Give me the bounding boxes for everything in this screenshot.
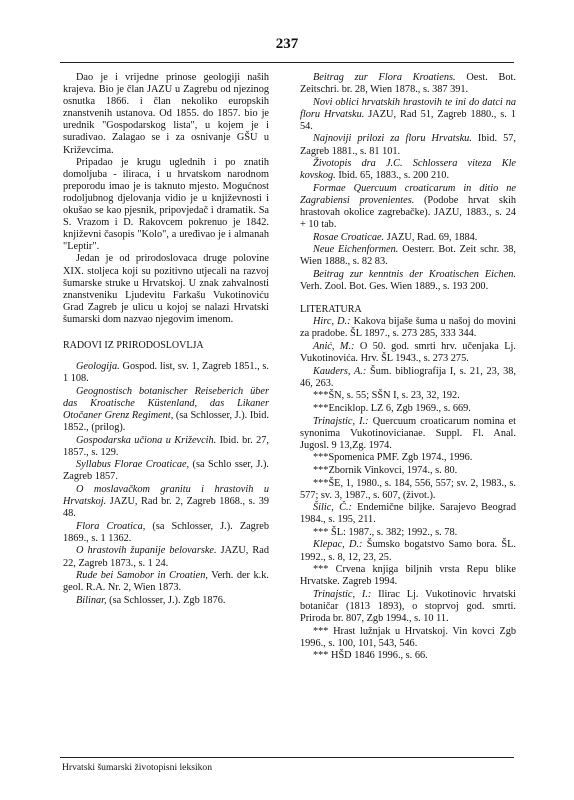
bio-paragraph: Dao je i vrijedne prinose geologiji naših krajeva. Bio je član JAZU u Zagrebu od njezinog osnutka 1866. i član nekoliko europskih znanstvenih ustanova. Od 1855. do 1857. bio je urednik "Gospodarskog lista", u kojem je i suradivao. Zalagao se i za osnivanje GŠU u Križevcima. xyxy=(63,72,269,156)
literature-entry xyxy=(300,341,516,365)
literature-entry xyxy=(300,539,516,563)
work-entry xyxy=(63,435,269,459)
entry-details: ***ŠE, 1, 1980., s. 184, 556, 557; sv. 2, 1983., s. 577; sv. 3, 1987., s. 607, (život.). xyxy=(300,477,516,501)
footer-rule xyxy=(60,757,514,758)
entry-title: Životopis dra J.C. Schlossera viteza Kle kovskog. xyxy=(300,158,516,182)
literature-list xyxy=(300,316,516,662)
entry-details: JAZU, Rad 22, Zagreb 1873., s. 1 24. xyxy=(63,545,269,569)
entry-details: Ibid. 65, 1883., s. 200 210. xyxy=(335,170,450,182)
entry-title: O moslavačkom granitu i hrastovih u Hrvatskoj. xyxy=(63,484,269,508)
entry-details: Kakova bijaše šuma u našoj do movini za pradobe. ŠL 1897., s. 273 285, 333 344. xyxy=(300,316,516,340)
page-footer: Hrvatski šumarski životopisni leksikon xyxy=(62,762,213,773)
entry-title: Beitrag zur Flora Kroatiens. xyxy=(313,72,456,83)
entry-title: Gospodarska učiona u Križevcih. xyxy=(76,434,217,446)
entry-title: Rosae Croaticae. xyxy=(313,231,385,243)
literature-entry xyxy=(300,478,516,502)
work-entry xyxy=(63,386,269,434)
entry-title: Beitrag zur kenntnis der Kroatischen Eichen. xyxy=(313,269,516,280)
literature-entry xyxy=(300,564,516,588)
entry-details: (sa Schlosser, J.). Zagreb 1869., s. 1 1362. xyxy=(63,520,269,544)
entry-details: O 50. god. smrti hrv. učenjaka Lj. Vukotinovića. Hrv. ŠL 1943., s. 273 275. xyxy=(300,340,516,365)
work-entry xyxy=(300,232,516,244)
entry-details: Šum. bibliografija I, s. 21, 23, 38, 46, 263. xyxy=(300,365,516,389)
entry-title: Anić, M.: xyxy=(313,340,355,352)
entry-details: *** HŠD 1846 1996., s. 66. xyxy=(313,650,428,662)
entry-details: Verh. Zool. Bot. Ges. Wien 1889., s. 193 200. xyxy=(300,281,489,293)
work-entry xyxy=(300,183,516,231)
entry-title: Trinajstic, I.: xyxy=(313,415,369,427)
work-entry xyxy=(300,269,516,293)
entry-title: Trinajstic, I.: xyxy=(313,588,372,600)
entry-details: Quercuum croaticarum nomina et synonima Vukotinovicianae. Suppl. Fl. Anal. Jugosl. 9 13,Zg. 1974. xyxy=(300,415,516,451)
works-list-continued xyxy=(300,72,516,293)
left-column xyxy=(63,72,269,607)
right-column xyxy=(300,72,516,663)
entry-details: ***Spomenica PMF. Zgb 1974., 1996. xyxy=(313,452,473,464)
entry-details: JAZU, Rad br. 2, Zagreb 1868., s. 39 48. xyxy=(63,496,269,520)
entry-details: (sa Schlo sser, J.). Zagreb 1857. xyxy=(63,459,269,483)
entry-details: Endemične biljke. Sarajevo Beograd 1984., s. 195, 211. xyxy=(300,502,516,526)
entry-title: Flora Croatica, xyxy=(76,520,146,532)
entry-details: JAZU, Rad 51, Zagreb 1880., s. 1 54. xyxy=(300,108,516,132)
literature-entry xyxy=(300,390,516,402)
work-entry xyxy=(63,521,269,545)
work-entry xyxy=(63,459,269,483)
literature-entry xyxy=(300,626,516,650)
entry-title: Geognostisch botanischer Reiseberich über das Kroatische Küstenland, das Likaner Otočaner Grenz Regiment, xyxy=(63,385,269,421)
entry-details: JAZU, Rad. 69, 1884. xyxy=(384,231,478,243)
work-entry xyxy=(300,158,516,182)
entry-details: (Podobe hrvat skih hrastovah okolice zagrebačke). JAZU, 1883., s. 24 + 10 tab. xyxy=(300,194,516,231)
entry-title: Geologija. xyxy=(76,361,120,373)
entry-title: Klepac, D.: xyxy=(313,539,363,551)
entry-title: Bilinar, xyxy=(76,594,107,606)
entry-details: Oesterr. Bot. Zeit schr. 38, Wien 1888., s. 82 83. xyxy=(300,244,516,268)
entry-details: *** Crvena knjiga biljnih vrsta Repu blike Hrvatske. Zagreb 1994. xyxy=(300,564,516,588)
entry-details: ***ŠN, s. 55; SŠN I, s. 23, 32, 192. xyxy=(313,390,460,402)
literature-entry xyxy=(300,366,516,390)
literature-entry xyxy=(300,416,516,452)
work-entry xyxy=(300,72,516,96)
works-list xyxy=(63,361,269,607)
entry-title: Rude bei Samobor in Croatien, xyxy=(76,570,208,582)
entry-details: Ibid. 57, Zagreb 1881., s. 81 101. xyxy=(300,133,516,157)
literature-heading: LITERATURA xyxy=(300,304,362,316)
work-entry xyxy=(300,244,516,268)
entry-details: *** ŠL: 1987., s. 382; 1992., s. 78. xyxy=(313,526,458,538)
header-rule xyxy=(60,62,514,63)
work-entry xyxy=(63,361,269,385)
entry-title: Najnoviji prilozi za floru Hrvatsku. xyxy=(313,133,472,145)
entry-details: Oest. Bot. Zeitschri. br. 28, Wien 1878., s. 387 391. xyxy=(300,72,516,96)
entry-title: O hrastovih županije belovarske. xyxy=(76,545,217,557)
work-entry xyxy=(300,133,516,157)
entry-details: (sa Schlosser, J.). Zgb 1876. xyxy=(106,594,226,606)
biography-text xyxy=(63,72,269,326)
entry-details: Verh. der k.k. geol. R.A. Nr. 2, Wien 1873. xyxy=(63,570,269,594)
entry-details: Ilirac Lj. Vukotinovic hrvatski botaničar (1813 1893), o stoprvoj god. smrti. Priroda br. 807, Zgb 1994., s. 10 11. xyxy=(300,588,516,625)
entry-details: ***Enciklop. LZ 6, Zgb 1969., s. 669. xyxy=(313,402,471,414)
literature-entry xyxy=(300,589,516,625)
entry-details: Ibid. br. 27, 1857., s. 129. xyxy=(63,434,269,458)
entry-details: Šumsko bogatstvo Samo bora. ŠL. 1992., s. 8, 12, 23, 25. xyxy=(300,539,516,563)
bio-paragraph: Pripadao je krugu uglednih i po znatih domoljuba - iliraca, i u hrvatskom narodnom preporodu imao je is taknuto mjesto. Mogućnost rodoljubnog djelovanja vidio je u književnosti i okušao se kao pjesnik, pripovjedač i dramatik. Sa S. Vrazom i D. Rakovcem pokrenuo je 1842. književni časopis "Kolo", a uređivao je i almanah "Leptir". xyxy=(63,156,269,253)
work-entry xyxy=(300,97,516,133)
entry-details: *** Hrast lužnjak u Hrvatskoj. Vin kovci Zgb 1996., s. 100, 101, 543, 546. xyxy=(300,625,516,649)
literature-entry xyxy=(300,316,516,340)
page-number: 237 xyxy=(275,36,299,52)
entry-title: Kauders, A.: xyxy=(313,365,367,377)
entry-details: (sa Schlosser, J.). Ibid. 1852., (prilog). xyxy=(63,409,269,434)
work-entry xyxy=(63,595,269,607)
literature-entry xyxy=(300,452,516,464)
entry-title: Syllabus Florae Croaticae, xyxy=(76,459,190,471)
work-entry xyxy=(63,570,269,594)
entry-title: Novi oblici hrvatskih hrastovih te ini do datci na floru Hrvatsku. xyxy=(300,96,516,120)
literature-entry xyxy=(300,502,516,526)
literature-entry xyxy=(300,527,516,539)
entry-title: Hirc, D.: xyxy=(313,316,351,328)
literature-entry xyxy=(300,403,516,415)
entry-details: Gospod. list, sv. 1, Zagreb 1851., s. 1 108. xyxy=(63,361,269,385)
entry-title: Formae Quercuum croaticarum in ditio ne Zagrabiensi provenientes. xyxy=(300,182,516,206)
bio-paragraph: Jedan je od prirodoslovaca druge polovine XIX. stoljeca koji su pozitivno utjecali na razvoj šumarske struke u Hrvatskoj. U znak zahvalnosti znanstveniku Ljudevitu Farkašu Vukotinoviću Grad Zagreb je ulicu u kojoj se nalazi Hrvatski šumarski dom nazvao njegovim imenom. xyxy=(63,253,269,325)
entry-title: Šilic, Č.: xyxy=(313,502,352,514)
literature-entry xyxy=(300,465,516,477)
work-entry xyxy=(63,484,269,520)
entry-details: ***Zbornik Vinkovci, 1974., s. 80. xyxy=(313,464,458,476)
work-entry xyxy=(63,545,269,569)
entry-title: Neue Eichenformen. xyxy=(313,244,399,256)
works-heading: RADOVI IZ PRIRODOSLOVLJA xyxy=(63,339,204,351)
literature-entry xyxy=(300,650,516,662)
